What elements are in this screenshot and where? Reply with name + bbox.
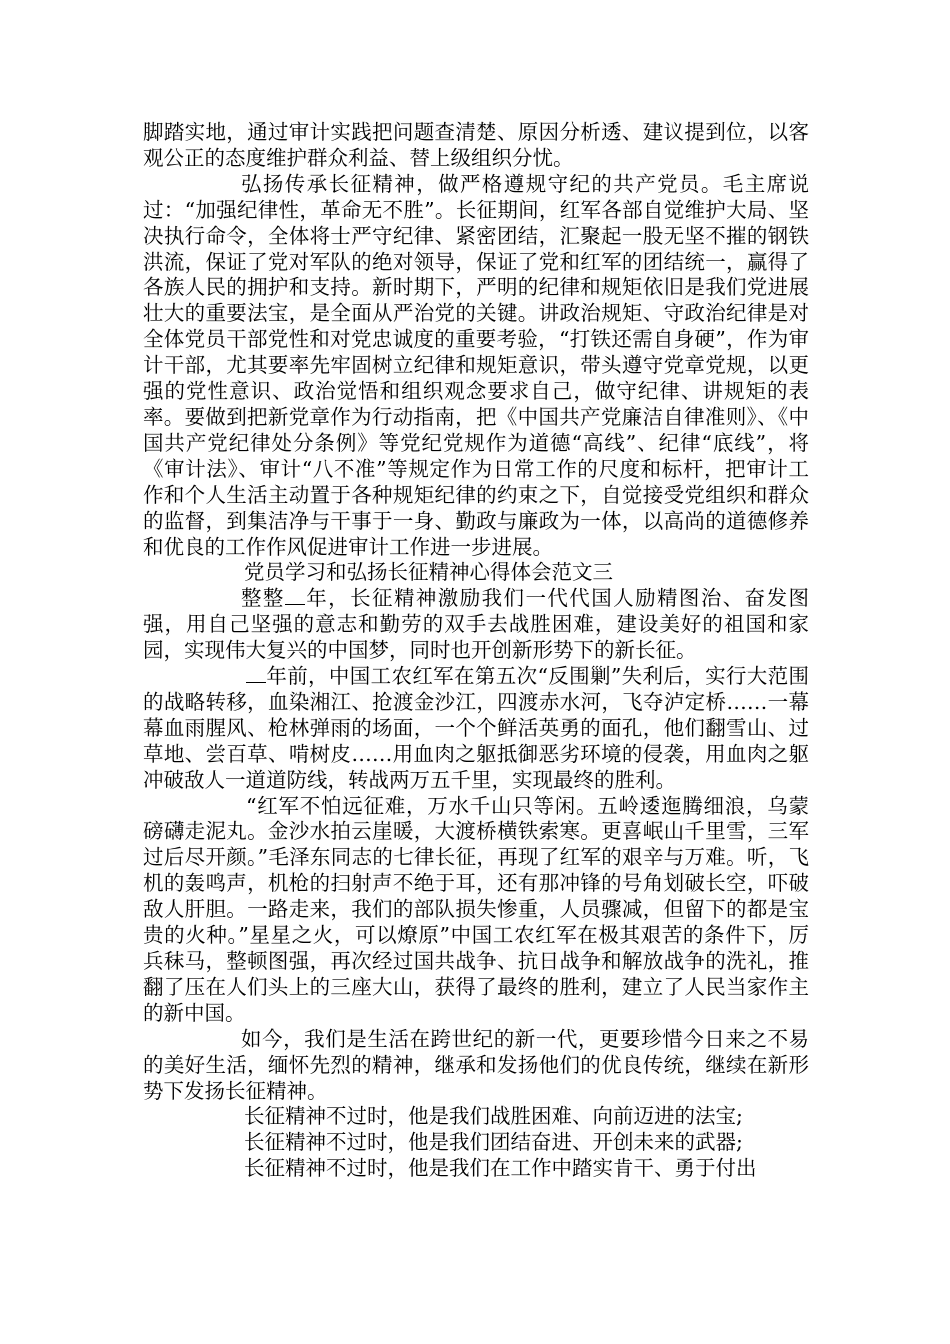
intro-body: 年，长征精神激励我们一代代国人励精图治、奋发图强，用自己坚强的意志和勤劳的双手去战胜困难，建设美好的祖国和家园，实现伟大复兴的中国梦，同时也开创新形势下的新长征。 [143,586,810,663]
section-heading: 党员学习和弘扬长征精神心得体会范文三 [244,560,613,585]
document-page [143,120,809,1182]
paragraph-intro [143,586,809,664]
blank-underline [285,586,305,605]
history-body: 年前，中国工农红军在第五次“反围剿”失利后，实行大范围的战略转移，血染湘江、抢渡金沙江，四渡赤水河，飞夺泸定桥……一幕幕血雨腥风、枪林弹雨的场面，一个个鲜活英勇的面孔，他们翻雪山、过草地、尝百草、啃树皮……用血肉之躯抵御恶劣环境的侵袭，用血肉之躯冲破敌人一道道防线，转战两万五千里，实现最终的胜利。 [143,664,809,792]
verse-line-2: 长征精神不过时，他是我们团结奋进、开创未来的武器; [244,1130,743,1155]
paragraph-audit-practice: 脚踏实地，通过审计实践把问题查清楚、原因分析透、建议提到位，以客观公正的态度维护群众利益、替上级组织分忧。 [143,120,809,170]
paragraph-discipline: 弘扬传承长征精神，做严格遵规守纪的共产党员。毛主席说过：“加强纪律性，革命无不胜”。长征期间，红军各部自觉维护大局、坚决执行命令，全体将士严守纪律、紧密团结，汇聚起一股无坚不摧的钢铁洪流，保证了党对军队的绝对领导，保证了党和红军的团结统一，赢得了各族人民的拥护和支持。新时期下，严明的纪律和规矩依旧是我们党进展壮大的重要法宝，是全面从严治党的关键。讲政治规矩、守政治纪律是对全体党员干部党性和对党忠诚度的重要考验，“打铁还需自身硬”，作为审计干部，尤其要率先牢固树立纪律和规矩意识，带头遵守党章党规，以更强的党性意识、政治觉悟和组织观念要求自己，做守纪律、讲规矩的表率。要做到把新党章作为行动指南，把《中国共产党廉洁自律准则》、《中国共产党纪律处分条例》等党纪党规作为道德“高线”、纪律“底线”，将《审计法》、审计“八不准”等规定作为日常工作的尺度和标杆，把审计工作和个人生活主动置于各种规矩纪律的约束之下，自觉接受党组织和群众的监督，到集洁净与干事于一身、勤政与廉政为一体，以高尚的道德修养和优良的工作作风促进审计工作进一步进展。 [143,171,809,559]
verse-line-1: 长征精神不过时，他是我们战胜困难、向前迈进的法宝; [244,1104,743,1129]
blank-underline [246,664,266,683]
paragraph-today: 如今，我们是生活在跨世纪的新一代，更要珍惜今日来之不易的美好生活，缅怀先烈的精神，继承和发扬他们的优良传统，继续在新形势下发扬长征精神。 [143,1026,809,1103]
verse-line-3: 长征精神不过时，他是我们在工作中踏实肯干、勇于付出 [244,1156,757,1181]
paragraph-history [143,664,809,794]
paragraph-poem-quote: “红军不怕远征难，万水千山只等闲。五岭逶迤腾细浪，乌蒙磅礴走泥丸。金沙水拍云崖暖，大渡桥横铁索寒。更喜岷山千里雪，三军过后尽开颜。”毛泽东同志的七律长征，再现了红军的艰辛与万难。听，飞机的轰鸣声，机枪的扫射声不绝于耳，还有那冲锋的号角划破长空，吓破敌人肝胆。一路走来，我们的部队损失惨重，人员骤减，但留下的都是宝贵的火种。”星星之火，可以燎原”中国工农红军在极其艰苦的条件下，厉兵秣马，整顿图强，再次经过国共战争、抗日战争和解放战争的洗礼，推翻了压在人们头上的三座大山，获得了最终的胜利，建立了人民当家作主的新中国。 [143,793,809,1025]
intro-lead: 整整 [241,586,285,611]
